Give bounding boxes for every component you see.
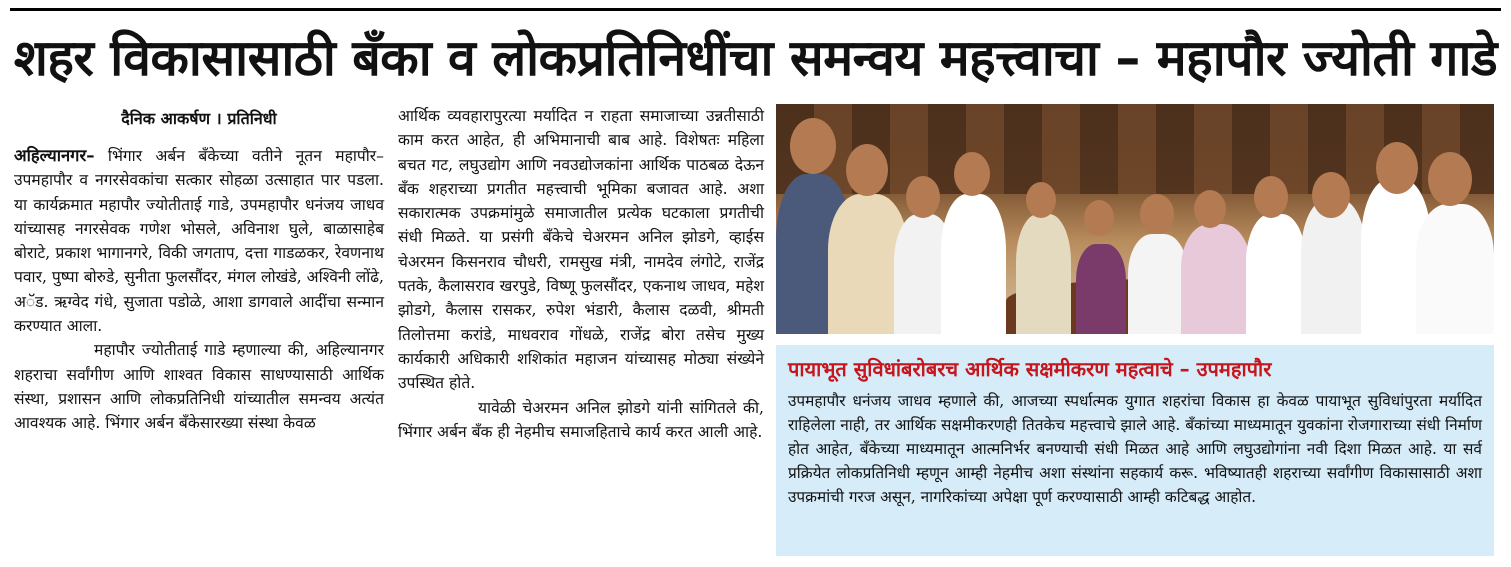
sidebar-heading: पायाभूत सुविधांबरोबरच आर्थिक सक्षमीकरण महत्वाचे – उपमहापौर xyxy=(788,357,1272,381)
photo-person xyxy=(1246,214,1306,334)
photo-person-head xyxy=(1084,200,1114,236)
byline: दैनिक आकर्षण । प्रतिनिधी xyxy=(121,109,277,128)
article-paragraph-4: यावेळी चेअरमन अनिल झोडगे यांनी सांगितले की, भिंगार अर्बन बँक ही नेहमीच समाजहिताचे कार्य करत आली आहे. xyxy=(398,398,764,441)
top-rule xyxy=(10,8,1501,11)
photo-person-head xyxy=(1428,152,1472,206)
photo-person xyxy=(1416,204,1494,334)
event-photo xyxy=(776,104,1494,334)
photo-person-head xyxy=(906,176,940,218)
dateline: अहिल्यानगर– xyxy=(14,146,95,165)
photo-person-head xyxy=(1376,142,1418,194)
photo-person xyxy=(1016,214,1071,334)
photo-person-head xyxy=(954,152,990,196)
photo-person-head xyxy=(1140,194,1174,234)
photo-person xyxy=(1301,199,1366,334)
article-paragraph-2: महापौर ज्योतीताई गाडे म्हणाल्या की, अहिल्यानगर शहराचा सर्वांगीण आणि शाश्वत विकास साधण्यासाठी आर्थिक संस्था, प्रशासन आणि लोकप्रतिनिधी यांच्यातील समन्वय अत्यंत आवश्यक आहे. भिंगार अर्बन बँकेसारख्या संस्था केवळ xyxy=(14,341,384,433)
photo-person-head xyxy=(1254,176,1288,218)
photo-person xyxy=(1181,224,1251,334)
photo-person xyxy=(941,194,1006,334)
sidebar-box xyxy=(776,345,1494,556)
article-paragraph-1 xyxy=(14,144,384,338)
photo-person-head xyxy=(1312,172,1350,218)
photo-person-head xyxy=(1194,190,1226,228)
article-column-1 xyxy=(14,104,384,436)
photo-person-head xyxy=(1026,182,1056,218)
article-paragraph-3: आर्थिक व्यवहारापुरत्या मर्यादित न राहता समाजाच्या उन्नतीसाठी काम करत आहेत, ही अभिमानाची बाब आहे. विशेषतः महिला बचत गट, लघुउद्योग आणि नवउद्योजकांना आर्थिक पाठबळ देऊन बँक शहराच्या प्रगतीत महत्त्वाची भूमिका बजावत आहे. अशा सकारात्मक उपक्रमांमुळे समाजातील प्रत्येक घटकाला प्रगतीची संधी मिळते. या प्रसंगी बँकेचे चेअरमन अनिल झोडगे, व्हाईस चेअरमन किसनराव चौधरी, रामसुख मंत्री, नामदेव लंगोटे, राजेंद्र पतके, कैलासराव खरपुडे, विष्णू फुलसौंदर, एकनाथ जाधव, महेश झोडगे, कैलास रासकर, रुपेश भंडारी, कैलास दळवी, श्रीमती तिलोत्तमा करांडे, माधवराव गोंधळे, राजेंद्र बोरा तसेच मुख्य कार्यकारी अधिकारी शशिकांत महाजन यांच्यासह मोठ्या संख्येने उपस्थित होते. xyxy=(398,107,764,393)
paragraph-1-text: भिंगार अर्बन बँकेच्या वतीने नूतन महापौर–उपमहापौर व नगरसेवकांचा सत्कार सोहळा उत्साहात पार पडला. या कार्यक्रमात महापौर ज्योतीताई गाडे, उपमहापौर धनंजय जाधव यांच्यासह नगरसेवक गणेश भोसले, अविनाश घुले, बाळासाहेब बोराटे, प्रकाश भागानगरे, विकी जगताप, दत्ता गाडळकर, रेवणनाथ पवार, पुष्पा बोरुडे, सुनीता फुलसौंदर, मंगल लोखंडे, अश्विनी लोंढे, अॅड. ऋग्वेद गंधे, सुजाता पडोळे, आशा डागवाले आदींचा सन्मान करण्यात आला. xyxy=(14,147,384,336)
article-column-2 xyxy=(398,104,764,444)
photo-person-head xyxy=(846,144,888,196)
photo-person xyxy=(1128,234,1188,334)
photo-person-head xyxy=(790,118,836,174)
headline: शहर विकासासाठी बँका व लोकप्रतिनिधींचा समन्वय महत्त्वाचा – महापौर ज्योती गाडे xyxy=(13,29,1498,87)
photo-person xyxy=(1076,244,1126,334)
sidebar-text: उपमहापौर धनंजय जाधव म्हणाले की, आजच्या स्पर्धात्मक युगात शहरांचा विकास हा केवळ पायाभूत सुविधांपुरता मर्यादित राहिलेला नाही, तर आर्थिक सक्षमीकरणही तितकेच महत्त्वाचे झाले आहे. बँकांच्या माध्यमातून युवकांना रोजगाराच्या संधी निर्माण होत आहेत, बँकेच्या माध्यमातून आत्मनिर्भर बनण्याची संधी मिळत आहे आणि लघुउद्योगांना नवी दिशा मिळत आहे. या सर्व प्रक्रियेत लोकप्रतिनिधी म्हणून आम्ही नेहमीच अशा संस्थांना सहकार्य करू. भविष्यातही शहराच्या सर्वांगीण विकासासाठी अशा उपक्रमांची गरज असून, नागरिकांच्या अपेक्षा पूर्ण करण्यासाठी आम्ही कटिबद्ध आहोत. xyxy=(788,392,1482,506)
